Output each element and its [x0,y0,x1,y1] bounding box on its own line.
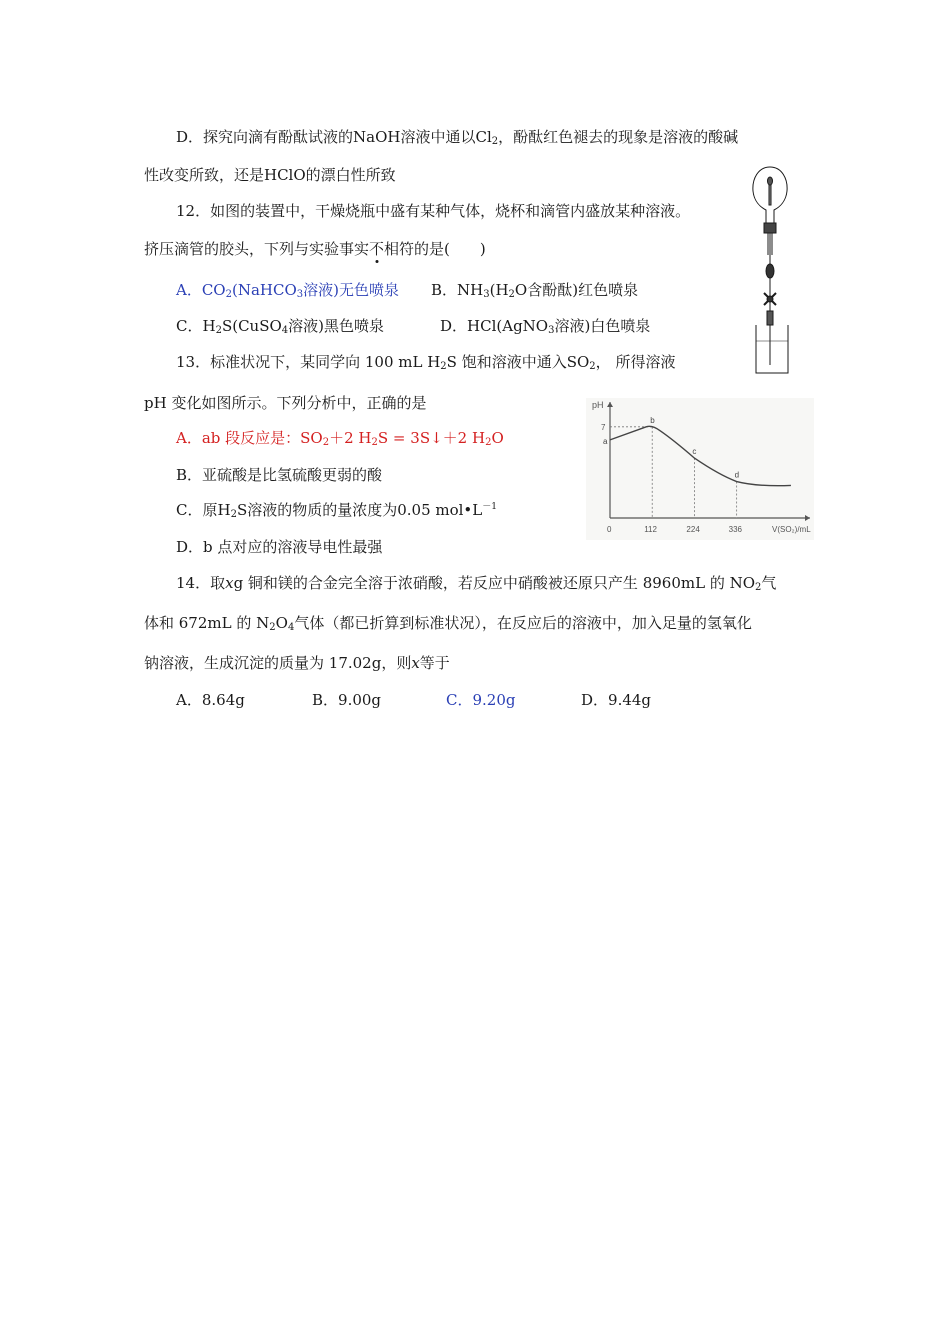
text: O含酚酞)红色喷泉 [514,281,639,299]
sub: 2 [508,289,515,300]
text: 钠溶液，生成沉淀的质量为 17.02g，则 [144,654,412,672]
text: D．HCl(AgNO [440,317,549,335]
sub: 2 [322,437,330,448]
q11-optionD-line2: 性改变所致，还是HClO的漂白性所致 [144,166,396,184]
point-label-d: d [734,470,740,480]
q13-option-B[interactable]: B．亚硫酸是比氢硫酸更弱的酸 [176,466,383,484]
text: O [275,614,288,632]
text: ， 所得溶液 [595,353,676,371]
x-tick-label: 224 [686,525,700,534]
text: 溶液)黑色喷泉 [288,317,385,335]
q13-option-D[interactable]: D．b 点对应的溶液导电性最强 [176,538,383,556]
sub: 2 [371,437,378,448]
text: A．ab 段反应是：SO [176,429,323,447]
q14-stem-line1 [176,573,776,593]
sub: 2 [230,509,237,520]
x-tick-label: 0 [607,525,612,534]
dropper-bulb [768,177,773,185]
text: 挤压滴管的胶头，下列与实验事实 [144,240,370,258]
q14-option-C[interactable]: C．9.20g [446,691,516,709]
text: 体和 672mL 的 N [144,614,270,632]
text: S(CuSO [221,317,282,335]
text: S = 3S↓＋2 H [377,429,486,447]
text: 等于 [419,654,450,672]
sub: 2 [755,582,762,593]
q13-stem-line2: pH 变化如图所示。下列分析中，正确的是 [144,394,427,412]
text: C．H [176,317,216,335]
q14-option-A[interactable]: A．8.64g [176,691,245,709]
q12-option-D[interactable] [440,316,650,336]
x-tick-label: 112 [644,525,657,534]
text: 溶液)无色喷泉 [303,281,399,299]
var-x: x [225,574,234,592]
x-tick-label: 336 [728,525,743,534]
emphasis-mark: 不 [369,240,385,258]
sub: 2 [491,136,499,147]
q12-option-B[interactable] [431,280,638,300]
text: 溶液)白色喷泉 [554,317,651,335]
sub: 2 [269,622,276,633]
text: O [491,429,504,447]
q13-stem-line1 [176,352,675,372]
point-label-a: a [603,436,608,446]
sub: 2 [225,289,232,300]
point-label-c: c [692,447,697,457]
ph-curve-chart [586,398,814,540]
y-axis-label: pH [592,400,604,410]
text: 13．标准状况下，某同学向 100 mL H [176,353,441,371]
x-axis-label: V(SO₂)/mL [772,525,811,534]
sub: 4 [287,622,295,633]
q14-option-D[interactable]: D．9.44g [581,691,652,709]
text: A．CO [176,281,226,299]
stopper [764,223,776,233]
text: g 铜和镁的合金完全溶于浓硝酸，若反应中硝酸被还原只产生 8960mL 的 NO [233,574,756,592]
text: (H [489,281,509,299]
text: 相符的是( ) [384,240,486,258]
sup: －1 [482,502,497,512]
text: 14．取 [176,574,226,592]
text: C．原H [176,501,231,519]
text: 气 [761,574,777,592]
text: S 饱和溶液中通入SO [446,353,590,371]
sub: 3 [548,325,555,336]
q11-optionD-line1 [176,127,738,147]
clamp [766,264,774,278]
sub: 2 [485,437,492,448]
point-label-b: b [650,415,655,425]
beaker [756,325,788,373]
q12-option-A[interactable] [176,280,399,300]
q14-stem-line2 [144,613,752,633]
sub: 3 [296,289,304,300]
q11-optD-text2: ，酚酞红色褪去的现象是溶液的酸碱 [498,128,739,146]
fountain-apparatus-figure [748,165,793,380]
q12-option-C[interactable] [176,316,384,336]
q13-option-A[interactable] [176,428,504,448]
q12-stem-line2 [144,239,486,259]
q14-option-B[interactable]: B．9.00g [312,691,382,709]
sub: 2 [215,325,222,336]
q13-option-C[interactable] [176,500,497,520]
sub: 4 [281,325,289,336]
dropper-inside [769,183,771,205]
q11-optD-text1: D．探究向滴有酚酞试液的NaOH溶液中通以Cl [176,128,492,146]
text: S溶液的物质的量浓度为0.05 mol•L [236,501,483,519]
y-tick-label: 7 [601,422,606,432]
var-x: x [411,654,420,672]
sub: 2 [589,361,596,372]
sub: 3 [483,289,490,300]
sub: 2 [440,361,447,372]
text: ＋2 H [329,429,372,447]
q14-stem-line3 [144,653,450,673]
text: B．NH [431,281,484,299]
chart-background [586,398,814,540]
text: 气体（都已折算到标准状况），在反应后的溶液中，加入足量的氢氧化 [294,614,752,632]
q12-stem-line1: 12．如图的装置中，干燥烧瓶中盛有某种气体，烧杯和滴管内盛放某种溶液。 [176,202,691,220]
text: (NaHCO [231,281,297,299]
